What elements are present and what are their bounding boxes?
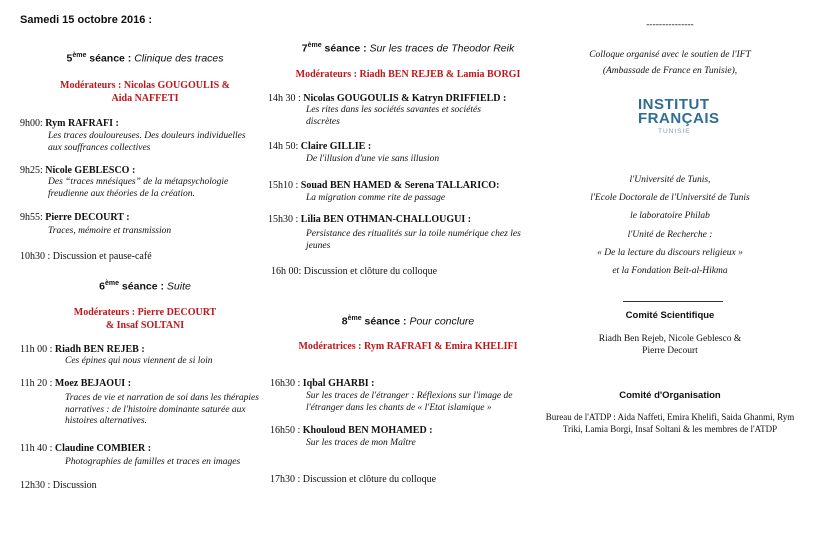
partner-line: l'Unité de Recherche : [627,230,713,240]
talk-item: 9h55: Pierre DECOURT : [20,212,130,223]
talk-title: Traces, mémoire et transmission [48,226,172,236]
date-heading: Samedi 15 octobre 2016 : [20,14,153,26]
partner-line: et la Fondation Beit-al-Hikma [612,266,728,276]
session-5-moderators: Modérateurs : Nicolas GOUGOULIS & Aida NAFFETI [60,80,230,104]
talk-title: Sur les traces de mon Maître [306,438,416,448]
session-6-heading: 6ème séance : Suite [99,280,191,293]
partner-line: le laboratoire Philab [630,211,710,221]
institut-francais-logo: INSTITUT FRANÇAIS TUNISIE [638,96,720,135]
dashes-separator: --------------- [646,20,694,30]
session-7-heading: 7ème séance : Sur les traces de Theodor Reik [301,42,515,55]
talk-title: Les traces douloureuses. Des douleurs individuelles aux souffrances collectives [48,131,246,153]
talk-title: Des “traces mnésiques” de la métapsychologie freudienne aux théories de la création. [48,177,229,199]
divider [623,301,723,302]
partner-line: « De la lecture du discours religieux » [597,248,743,258]
talk-item: 11h 20 : Moez BEJAOUI : [20,378,132,389]
scientific-committee-members: Riadh Ben Rejeb, Nicole Geblesco & Pierre Decourt [598,334,742,356]
scientific-committee-title: Comité Scientifique [625,310,715,321]
end-item: 12h30 : Discussion [20,480,97,491]
talk-item: 14h 30 : Nicolas GOUGOULIS & Katryn DRIFFIELD : [268,93,507,104]
partner-line: l'Ecole Doctorale de l'Université de Tunis [590,193,750,203]
talk-title: Persistance des ritualités sur la toile numérique chez les jeunes [306,229,521,251]
session-5-heading: 5ème séance : Clinique des traces [66,52,224,65]
talk-item: 11h 40 : Claudine COMBIER : [20,443,152,454]
talk-item: 16h50 : Khouloud BEN MOHAMED : [270,425,433,436]
talk-title: Photographies de familles et traces en images [65,457,241,467]
session-6-moderators: Modérateurs : Pierre DECOURT & Insaf SOLTANI [73,307,217,331]
talk-title: Sur les traces de l'étranger : Réflexions sur l'image de l'étranger dans les chants de « l'Etat islamique » [306,391,513,413]
break-item: 10h30 : Discussion et pause-café [20,251,152,262]
talk-title: Traces de vie et narration de soi dans les thérapies narratives : de l'histoire dominante saturée aux histoires alternatives. [65,393,259,426]
end-item: 17h30 : Discussion et clôture du colloque [270,474,437,485]
support-line: Colloque organisé avec le soutien de l'IFT [589,50,751,60]
talk-item: 16h30 : Iqbal GHARBI : [270,378,375,389]
talk-title: Les rites dans les sociétés savantes et sociétés discrètes [306,105,481,127]
end-item: 16h 00: Discussion et clôture du colloque [271,266,438,277]
talk-title: La migration comme rite de passage [306,193,446,203]
talk-item: 15h10 : Souad BEN HAMED & Serena TALLARICO: [268,180,500,191]
session-7-moderators: Modérateurs : Riadh BEN REJEB & Lamia BORGI [295,69,521,80]
organizing-committee-title: Comité d'Organisation [619,390,721,401]
talk-title: De l'illusion d'une vie sans illusion [306,154,440,164]
talk-item: 9h00: Rym RAFRAFI : [20,118,119,129]
talk-item: 11h 00 : Riadh BEN REJEB : [20,344,145,355]
talk-title: Ces épines qui nous viennent de si loin [65,356,213,366]
partner-line: l'Université de Tunis, [629,175,711,185]
support-line: (Ambassade de France en Tunisie), [602,66,738,76]
session-8-moderators: Modératrices : Rym RAFRAFI & Emira KHELIFI [298,341,518,352]
organizing-committee-members: Bureau de l'ATDP : Aida Naffeti, Emira Khelifi, Saida Ghanmi, Rym Triki, Lamia Borgi, Insaf Soltani & les membres de l'ATDP [545,412,795,434]
talk-item: 9h25: Nicole GEBLESCO : [20,165,136,176]
talk-item: 15h30 : Lilia BEN OTHMAN-CHALLOUGUI : [268,214,472,225]
session-8-heading: 8ème séance : Pour conclure [341,315,475,328]
talk-item: 14h 50: Claire GILLIE : [268,141,372,152]
